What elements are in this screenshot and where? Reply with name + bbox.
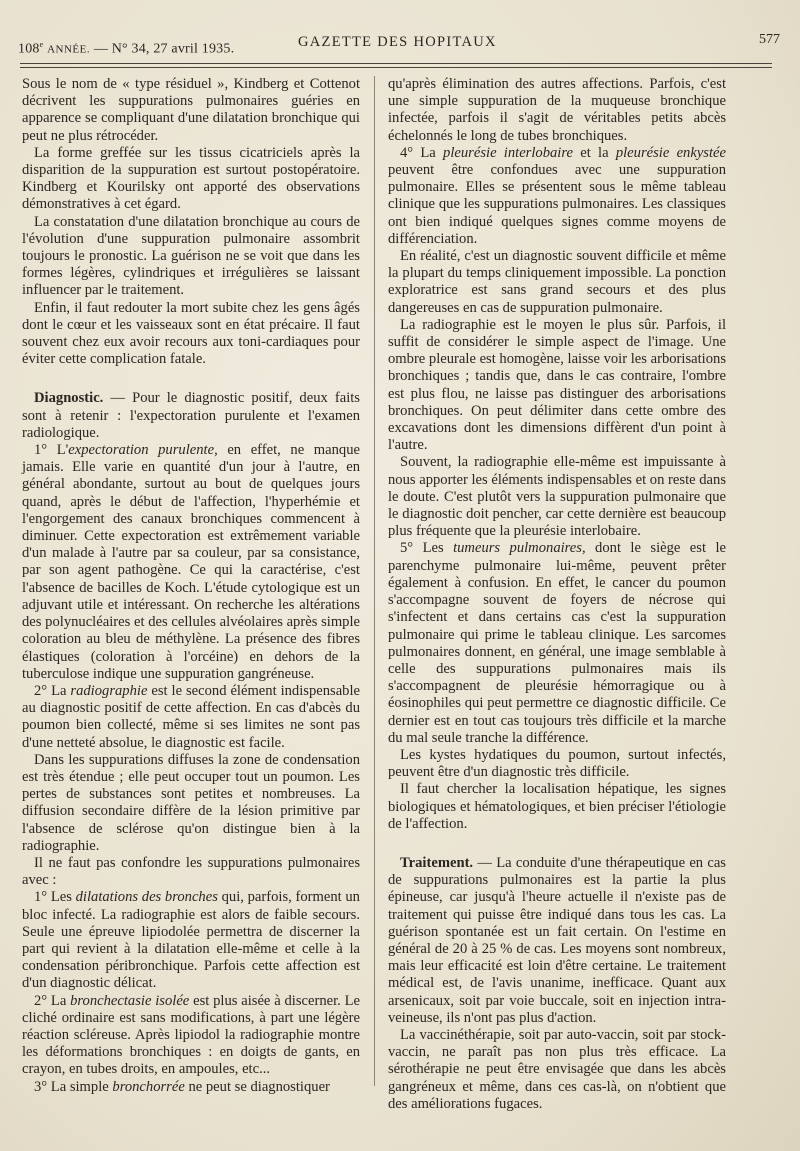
paragraph: 1° L'expectoration purulente, en effet, ne manque jamais. Elle varie en quantité d'un jour à l'autre, en général abondante, surtout au bout de quelques jours quand, après le début de l'affection, l'hyperhémie et l'engorgement des canaux bronchiques commencent à diminuer. Cette expectoration est extrêmement variable d'un malade à l'autre par sa couleur, par sa consistance, par son agent pathogène. Ce qui la caractérise, c'est l'absence de bacilles de Koch. L'étude cytologique est un adjuvant utile et intéressant. On recherche les altérations des polynucléaires et des cellules alvéolaires après simple coloration au bleu de méthylène. La présence des fibres élastiques (coloration à l'orcéine) en dehors de la tuberculose indique une suppuration gangréneuse. bbox=[22, 442, 360, 682]
paragraph: 3° La simple bronchorrée ne peut se diagnostiquer bbox=[34, 1078, 330, 1095]
section-paragraph: Diagnostic. — Pour le diagnostic positif, deux faits sont à retenir : l'expectoration purulente et l'examen radiologique. bbox=[22, 390, 360, 441]
paragraph: La vaccinéthérapie, soit par auto-vaccin, soit par stock-vaccin, ne paraît pas non plus très efficace. La sérothérapie ne peut être envisagée que dans les abcès gangréneux et même, dans ces cas-là, on n'obtient que des améliorations fugaces. bbox=[388, 1026, 726, 1112]
year-label: ANNÉE. bbox=[47, 43, 91, 56]
page-number: 577 bbox=[759, 32, 780, 47]
year-number: 108 bbox=[18, 41, 40, 57]
paragraph: La radiographie est le moyen le plus sûr. Parfois, il suffit de considérer le simple aspect de l'image. Une ombre pleurale est homogène, laisse voir les arborisations bronchiques ; tandis que, dans le cas contraire, l'ombre est plus flou, ne laisse pas distinguer des arborisations bronchiques. On peut délimiter dans cette ombre des excavations dont les dimensions diffèrent d'un point à l'autre. bbox=[388, 316, 726, 454]
paragraph: La constatation d'une dilatation bronchique au cours de l'évolution d'une suppuration pulmonaire assombrit toujours le pronostic. La guérison ne se voit que dans les formes légères, cylindriques et irrégulières se laissant influencer par le traitement. bbox=[22, 213, 360, 299]
paragraph: Il faut chercher la localisation hépatique, les signes biologiques et hématologiques, et bien préciser l'étiologie de l'affection. bbox=[388, 781, 726, 832]
paragraph: Sous le nom de « type résiduel », Kindberg et Cottenot décrivent les suppurations pulmonaires guéries en apparence se compliquant d'une dilatation bronchique qui peut ne plus rétrocéder. bbox=[22, 76, 360, 144]
header-rule bbox=[20, 63, 772, 64]
section-paragraph: Traitement. — La conduite d'une thérapeutique en cas de suppurations pulmonaires est la partie la plus épineuse, car jusqu'à l'heure actuelle il n'existe pas de traitement qui puisse être indiqué dans tous les cas. La guérison spontanée est un fait certain. On l'estime en général de 20 à 25 % de cas. Les moyens sont nombreux, mais leur efficacité est loin d'être certaine. Le traitement médical est, de l'avis unanime, inefficace. Quant aux arsenicaux, soit par voie buccale, soit en injection intra-veineuse, ils n'ont pas plus d'action. bbox=[388, 854, 726, 1026]
paragraph: 5° Les tumeurs pulmonaires, dont le siège est le parenchyme pulmonaire lui-même, peuvent prêter également à confusion. En effet, le cancer du poumon s'accompagne souvent de foyers de nécrose qui s'infectent et dans certains cas c'est la suppuration pulmonaire qui prime le tableau clinique. Les sarcomes pulmonaires donnent, en général, une image semblable à celle des suppurations pulmonaires mais ils s'accompagnent de pleurésie hémorragique ou à éosinophiles qui peut permettre ce diagnostic difficile. Ce dernier est en tout cas toujours très difficile et la marche du mal seule tranche la différence. bbox=[388, 540, 726, 746]
year-superscript: e bbox=[39, 40, 44, 49]
paragraph: Dans les suppurations diffuses la zone de condensation est très étendue ; elle peut occuper tout un poumon. Les pertes de substances sont petites et nombreuses. La diffusion secondaire diffère de la lésion primitive par l'absence de sclérose qu'on distingue bien à la radiographie. bbox=[22, 751, 360, 854]
paragraph: La forme greffée sur les tissus cicatriciels après la disparition de la suppuration est surtout postopératoire. Kindberg et Kourilsky ont apporté des observations démonstratives à cet égard. bbox=[22, 144, 360, 213]
section-heading: Diagnostic. bbox=[34, 390, 104, 407]
paragraph: 4° La pleurésie interlobaire et la pleurésie enkystée peuvent être confondues avec une suppuration pulmonaire. Elles se présentent sous le même tableau clinique que les suppurations pulmonaires. Les classiques ont bien indiqué quelques signes comme moyens de différenciation. bbox=[388, 144, 726, 247]
paragraph: Il ne faut pas confondre les suppurations pulmonaires avec : bbox=[22, 854, 360, 889]
paragraph: En réalité, c'est un diagnostic souvent difficile et même la plupart du temps cliniquement impossible. La ponction exploratrice est sans grand secours et des plus dangereuses en cas de suppuration pulmonaire. bbox=[388, 248, 726, 316]
paragraph: qu'après élimination des autres affections. Parfois, c'est une simple suppuration de la muqueuse bronchique infectée, parfois il s'agit de véritables petits abcès échelonnés le long de tubes bronchiques. bbox=[388, 76, 726, 144]
paragraph: 2° La radiographie est le second élément indispensable au diagnostic positif de cette affection. En cas d'abcès du poumon bien collecté, même si ses limites ne sont pas d'une netteté absolue, le diagnostic est facile. bbox=[22, 682, 361, 751]
paragraph: Enfin, il faut redouter la mort subite chez les gens âgés dont le cœur et les vaisseaux sont en état précaire. Il faut souvent chez eux avoir recours aux toni-cardiaques pour éviter cette complication fatale. bbox=[22, 299, 360, 368]
header-rule bbox=[20, 67, 772, 68]
issue-info bbox=[18, 40, 234, 58]
paragraph: Les kystes hydatiques du poumon, surtout infectés, peuvent être d'un diagnostic très difficile. bbox=[388, 746, 726, 781]
column-divider bbox=[374, 76, 375, 1086]
paragraph: 1° Les dilatations des bronches qui, parfois, forment un bloc infecté. La radiographie est alors de faible secours. Seule une épreuve lipiodolée permettra de discerner la part qui revient à la dilatation elle-même et celle à la condensation péribronchique. Parfois cette affection est d'un diagnostic délicat. bbox=[22, 889, 360, 992]
page-header bbox=[16, 30, 786, 58]
paragraph: Souvent, la radiographie elle-même est impuissante à nous apporter les éléments indispensables et on reste dans le doute. C'est plutôt vers la suppuration pulmonaire que le diagnostic doit pencher, car cette dernière est beaucoup plus fréquente que la pleurésie interlobaire. bbox=[388, 454, 727, 540]
journal-title: GAZETTE DES HOPITAUX bbox=[298, 34, 497, 50]
paragraph: 2° La bronchectasie isolée est plus aisée à discerner. Le cliché ordinaire est sans modifications, à part une légère réaction scléreuse. Après lipiodol la radiographie montre les déformations bronchiques : en doigts de gants, en crayon, en tubes droits, en ampoules, etc... bbox=[22, 992, 360, 1078]
section-heading: Traitement. bbox=[400, 854, 474, 871]
issue-date: — N° 34, 27 avril 1935. bbox=[93, 41, 235, 57]
left-column bbox=[22, 76, 360, 1096]
right-column bbox=[388, 76, 726, 1113]
